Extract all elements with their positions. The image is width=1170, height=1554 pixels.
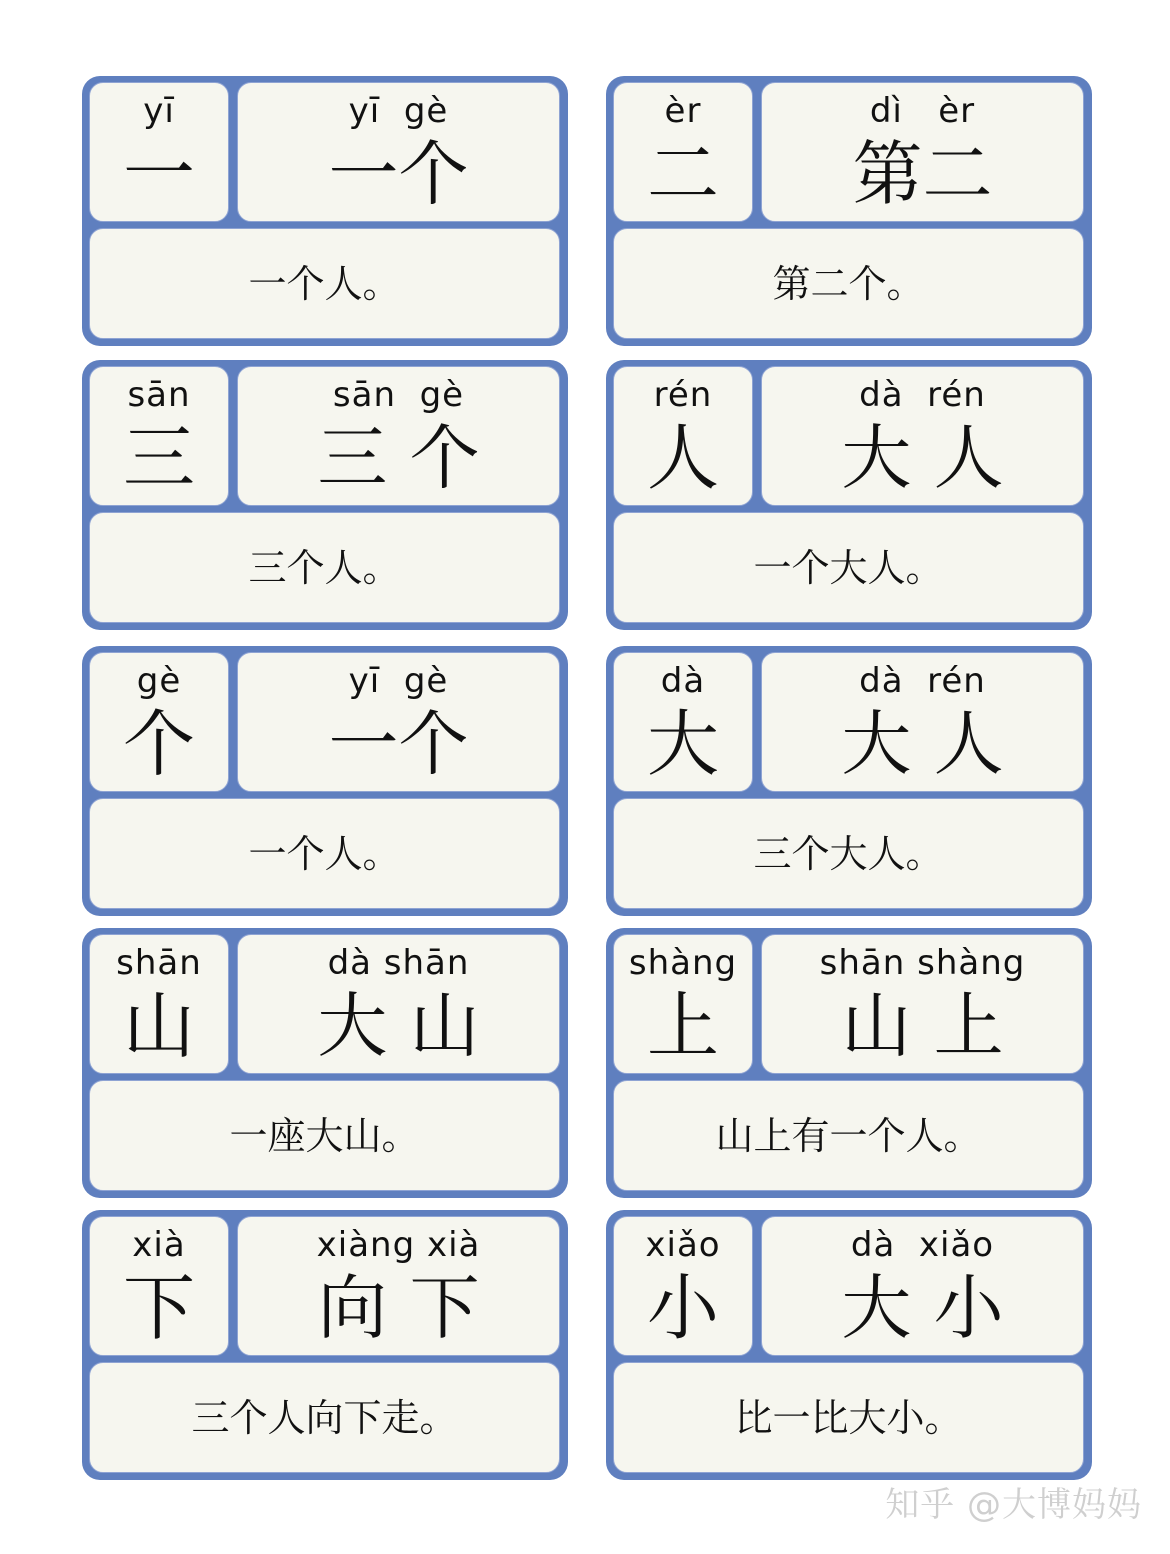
character-cell [613,652,753,792]
example-sentence: 一个大人。 [753,545,944,590]
word: 大 山 [317,985,480,1067]
flashcard [606,1210,1092,1480]
flashcard [82,76,568,346]
word-pinyin: dà rén [859,375,986,415]
watermark: 知乎 @大博妈妈 [885,1485,1142,1525]
character: 山 [122,984,195,1068]
character-cell [613,934,753,1074]
character-pinyin: xià [132,1225,186,1265]
word-pinyin: yī gè [348,91,449,131]
character-cell [89,82,229,222]
example-sentence: 三个大人。 [753,831,944,876]
character: 三 [122,416,195,500]
character-cell [613,82,753,222]
character: 小 [646,1266,719,1350]
example-sentence: 三个人向下走。 [191,1395,458,1440]
character-cell [613,1216,753,1356]
sentence-cell [613,1080,1084,1191]
sentence-cell [89,1362,560,1473]
character: 个 [122,702,195,786]
character-cell [89,934,229,1074]
character-pinyin: xiǎo [645,1225,721,1265]
character-cell [89,366,229,506]
character: 二 [646,132,719,216]
example-sentence: 一座大山。 [229,1113,420,1158]
flashcard [82,1210,568,1480]
word-cell [761,1216,1084,1356]
flashcard [606,646,1092,916]
character-pinyin: shàng [628,943,738,983]
character-pinyin: yī [143,91,175,131]
sentence-cell [89,512,560,623]
word: 三 个 [317,417,480,499]
character-cell [89,1216,229,1356]
flashcard [82,360,568,630]
character-pinyin: èr [664,91,702,131]
example-sentence: 一个人。 [248,261,401,306]
word-cell [237,82,560,222]
character-pinyin: gè [136,661,182,701]
word-pinyin: sān gè [332,375,465,415]
word-pinyin: yī gè [348,661,449,701]
character: 大 [646,702,719,786]
sentence-cell [613,512,1084,623]
word-cell [237,652,560,792]
word: 一个 [328,133,469,215]
character: 人 [646,416,719,500]
example-sentence: 三个人。 [248,545,401,590]
sentence-cell [89,228,560,339]
character: 下 [122,1266,195,1350]
character-pinyin: dà [660,661,706,701]
word-cell [761,652,1084,792]
word-cell [761,82,1084,222]
character-pinyin: rén [653,375,713,415]
word-pinyin: dì èr [869,91,976,131]
character-cell [89,652,229,792]
example-sentence: 山上有一个人。 [715,1113,982,1158]
sentence-cell [89,798,560,909]
word-pinyin: shān shàng [819,943,1026,983]
character-pinyin: sān [127,375,191,415]
word-pinyin: dà shān [327,943,470,983]
word-cell [237,366,560,506]
sentence-cell [89,1080,560,1191]
sentence-cell [613,798,1084,909]
word-cell [761,366,1084,506]
character-cell [613,366,753,506]
word: 大 人 [841,703,1004,785]
example-sentence: 一个人。 [248,831,401,876]
example-sentence: 第二个。 [772,261,925,306]
word: 山 上 [841,985,1004,1067]
flashcard [82,928,568,1198]
character-pinyin: shān [116,943,202,983]
word-pinyin: dà xiǎo [850,1225,995,1265]
sentence-cell [613,228,1084,339]
word: 大 小 [841,1267,1004,1349]
word-pinyin: xiàng xià [316,1225,481,1265]
character: 一 [122,132,195,216]
word-cell [237,1216,560,1356]
word-cell [237,934,560,1074]
word: 大 人 [841,417,1004,499]
character: 上 [646,984,719,1068]
word: 向 下 [317,1267,480,1349]
example-sentence: 比一比大小。 [734,1395,963,1440]
sentence-cell [613,1362,1084,1473]
flashcard [606,928,1092,1198]
flashcard [82,646,568,916]
flashcard [606,360,1092,630]
word: 一个 [328,703,469,785]
word-cell [761,934,1084,1074]
word-pinyin: dà rén [859,661,986,701]
flashcard [606,76,1092,346]
word: 第二 [852,133,993,215]
